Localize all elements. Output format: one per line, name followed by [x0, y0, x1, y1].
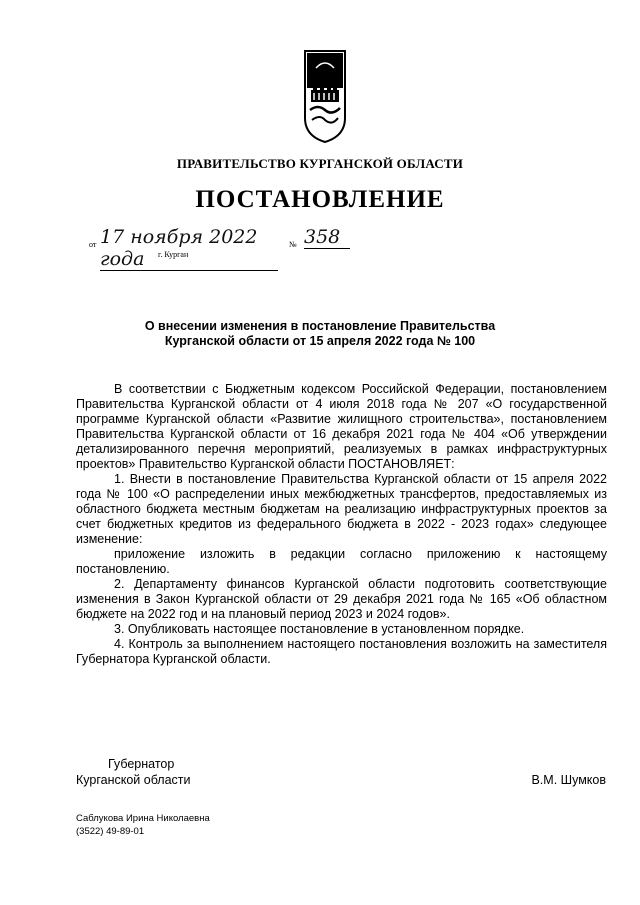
subject-line-2: Курганской области от 15 апреля 2022 года № 100 — [164, 334, 476, 348]
executor-contact — [76, 812, 210, 838]
body-paragraph: 3. Опубликовать настоящее постановление в установленном порядке. — [114, 622, 525, 636]
body-paragraph: 2. Департаменту финансов Курганской области подготовить соответствующие изменения в Закон Курганской области от 29 декабря 2021 года № 165 «Об областном бюджете на 2022 год и на плановый период 2023 и 2024 годов». — [76, 577, 607, 621]
document-body — [76, 382, 607, 667]
document-subject — [0, 319, 640, 349]
signatory-name: В.М. Шумков — [531, 773, 606, 787]
from-label: от — [89, 240, 97, 249]
body-paragraph: В соответствии с Бюджетным кодексом Российской Федерации, постановлением Правительства Курганской области от 4 июля 2018 года № 207 «О государственной программе Курганской области «Развитие жилищного строительства», постановлением Правительства Курганской области от 16 декабря 2021 года № 404 «Об утверждении детализированного перечня мероприятий, реализуемых в рамках инфраструктурных проектов» Правительство Курганской области ПОСТАНОВЛЯЕТ: — [76, 382, 607, 471]
handwritten-number: 358 — [304, 226, 350, 249]
executor-name: Саблукова Ирина Николаевна — [76, 813, 210, 824]
executor-phone: (3522) 49-89-01 — [76, 826, 145, 837]
signatory-title-line-1: Губернатор — [108, 757, 175, 771]
document-type-title: ПОСТАНОВЛЕНИЕ — [195, 186, 445, 213]
government-name: ПРАВИТЕЛЬСТВО КУРГАНСКОЙ ОБЛАСТИ — [176, 156, 464, 171]
city-label: г. Курган — [158, 250, 189, 259]
coat-of-arms-icon — [302, 48, 348, 144]
body-paragraph: 4. Контроль за выполнением настоящего постановления возложить на заместителя Губернатора Курганской области. — [76, 637, 607, 666]
signatory-title — [76, 756, 191, 788]
number-label: № — [289, 240, 297, 249]
subject-line-1: О внесении изменения в постановление Правительства — [144, 319, 496, 333]
signatory-title-line-2: Курганской области — [76, 773, 191, 787]
body-paragraph: приложение изложить в редакции согласно приложению к настоящему постановлению. — [76, 547, 607, 576]
handwritten-date: 17 ноября 2022 года — [100, 226, 278, 271]
body-paragraph: 1. Внести в постановление Правительства Курганской области от 15 апреля 2022 года № 100 «О распределении иных межбюджетных трансфертов, предоставляемых из областного бюджета местным бюджетам на реализацию инфраструктурных проектов за счет бюджетных кредитов из федерального бюджета в 2022 - 2023 годах» следующее изменение: — [76, 472, 607, 546]
